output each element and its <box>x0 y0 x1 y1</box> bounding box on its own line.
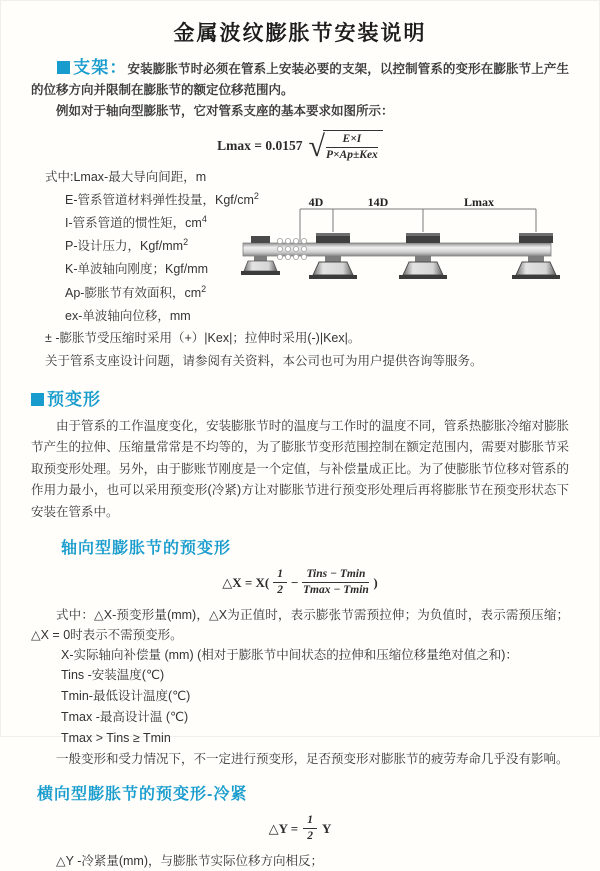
definition-text: Ap-膨胀节有效面积，cm <box>65 285 202 300</box>
dimension-label-14d: 14D <box>367 195 389 209</box>
plus-minus-note: ± -膨胀节受压缩时采用（+）|Kex|；拉伸时采用(-)|Kex|。 <box>45 330 361 345</box>
minus-sign: − <box>291 574 299 590</box>
support-paragraph-text: 安装膨胀节时必须在管系上安装必要的支架，以控制管系的变形在膨胀节上产生的位移方向并限制在膨胀节的额定位移范围内。 <box>31 62 569 97</box>
lmax-fraction-denominator: P×Ap±Kex <box>325 149 378 161</box>
pipe-support-diagram <box>243 196 589 292</box>
fraction-denominator: 2 <box>307 830 313 843</box>
axial-note: 一般变形和受力情况下，不一定进行预变形，足否预变形对膨胀节的疲劳寿命几乎没有影响。 <box>56 752 569 767</box>
definition-text: E-管系管道材料弹性投量，Kgf/cm <box>65 193 254 208</box>
axial-subheading: 轴向型膨胀节的预变形 <box>61 540 232 558</box>
definitions-and-diagram <box>31 168 569 326</box>
section-heading-preform: 预变形 <box>47 389 101 409</box>
definition-sup: 4 <box>201 214 207 225</box>
support-paragraph <box>31 57 569 101</box>
fraction-denominator: Tmax − Tmin <box>303 584 369 597</box>
lmax-formula <box>31 130 569 162</box>
temp-definition: Tmin-最低设计温度(℃) <box>61 689 191 704</box>
preform-paragraph: 由于管系的工作温度变化，安装膨胀节时的温度与工作时的温度不同，管系热膨胀冷缩对膨胀节产生的拉伸、压缩量常常是不均等的，为了膨胀节变形范围控制在额定范围内，需要对膨胀节采取预变形处理。另外，由于膨账节刚度是一个定值，与补偿量成正比。为了使膨胀节位移对管系的作用力最小，也可以采用预变形(冷紧)方让对膨胀节进行预变形处理后再将膨胀节在预变形状态下安装在管系中。 <box>31 418 569 519</box>
sqrt-expression <box>309 130 383 162</box>
definition-sup: 2 <box>253 191 259 201</box>
definition-text: P-设计压力，Kgf/mm <box>65 239 184 254</box>
close-paren: ) <box>373 574 378 590</box>
support-example-line: 例如对于轴向型膨胀节，它对管系支座的基本要求如图所示： <box>56 104 394 118</box>
page-title: 金属波纹膨胀节安装说明 <box>173 22 427 45</box>
dimension-label-lmax: Lmax <box>464 195 494 209</box>
fraction-numerator: 1 <box>303 814 317 829</box>
radical-sign: √ <box>308 130 325 163</box>
temp-inequality: Tmax > Tins ≥ Tmin <box>61 731 171 746</box>
definitions-intro: 式中:Lmax-最大导向间距，m <box>45 170 207 184</box>
definition-text: I-管系管道的惯性矩，cm <box>65 216 202 231</box>
fraction-numerator: Tins − Tmin <box>302 568 369 583</box>
half-fraction <box>273 568 287 597</box>
radicand <box>323 130 383 162</box>
definition-text: ex-单波轴向位移，mm <box>65 308 191 323</box>
definition-item <box>65 303 569 326</box>
axial-explanation-2: X-实际轴向补偿量 (mm) (相对于膨胀节中间状态的拉伸和压缩位移量绝对值之和)： <box>61 648 518 663</box>
fraction-denominator: 2 <box>277 584 284 597</box>
page-content <box>1 1 599 871</box>
section-preform <box>31 384 569 412</box>
half-fraction <box>303 814 317 843</box>
definition-sup: 2 <box>201 283 207 294</box>
axial-formula-lhs: △X = X( <box>222 574 270 590</box>
lateral-formula-lhs: △Y = <box>268 820 299 836</box>
lateral-formula-rhs: Y <box>321 820 332 836</box>
temp-definition: Tins -安装温度(℃) <box>61 668 165 683</box>
consult-note: 关于管系支座设计问题，请参阅有关资料，本公司也可为用户提供咨询等服务。 <box>45 353 483 368</box>
lateral-explanation: △Y -冷紧量(mm)，与膨胀节实际位移方向相反； <box>56 854 324 869</box>
axial-explanation-1: 式中：△X-预变形量(mm)，△X为正值时，表示膨张节需预拉伸；为负值时，表示需预压缩；△X = 0时表示不需预变形。 <box>31 608 569 643</box>
lmax-fraction-numerator: E×I <box>326 133 378 148</box>
section-square-icon <box>31 393 44 406</box>
lateral-subheading: 横向型膨胀节的预变形-冷紧 <box>37 786 248 804</box>
lateral-formula <box>31 814 569 843</box>
axial-formula <box>31 568 569 597</box>
section-square-icon <box>57 61 70 74</box>
dimension-label-4d: 4D <box>308 195 324 209</box>
definition-text: K-单波轴向刚度；Kgf/mm <box>65 262 209 277</box>
temperature-fraction <box>302 568 369 597</box>
section-heading-support: 支架： <box>73 58 128 77</box>
lmax-fraction <box>326 133 378 162</box>
definition-sup: 2 <box>183 237 189 248</box>
temp-definition: Tmax -最高设计温 (℃) <box>61 710 189 725</box>
fraction-numerator: 1 <box>273 568 287 583</box>
lmax-formula-lhs: Lmax = 0.0157 <box>217 138 303 153</box>
